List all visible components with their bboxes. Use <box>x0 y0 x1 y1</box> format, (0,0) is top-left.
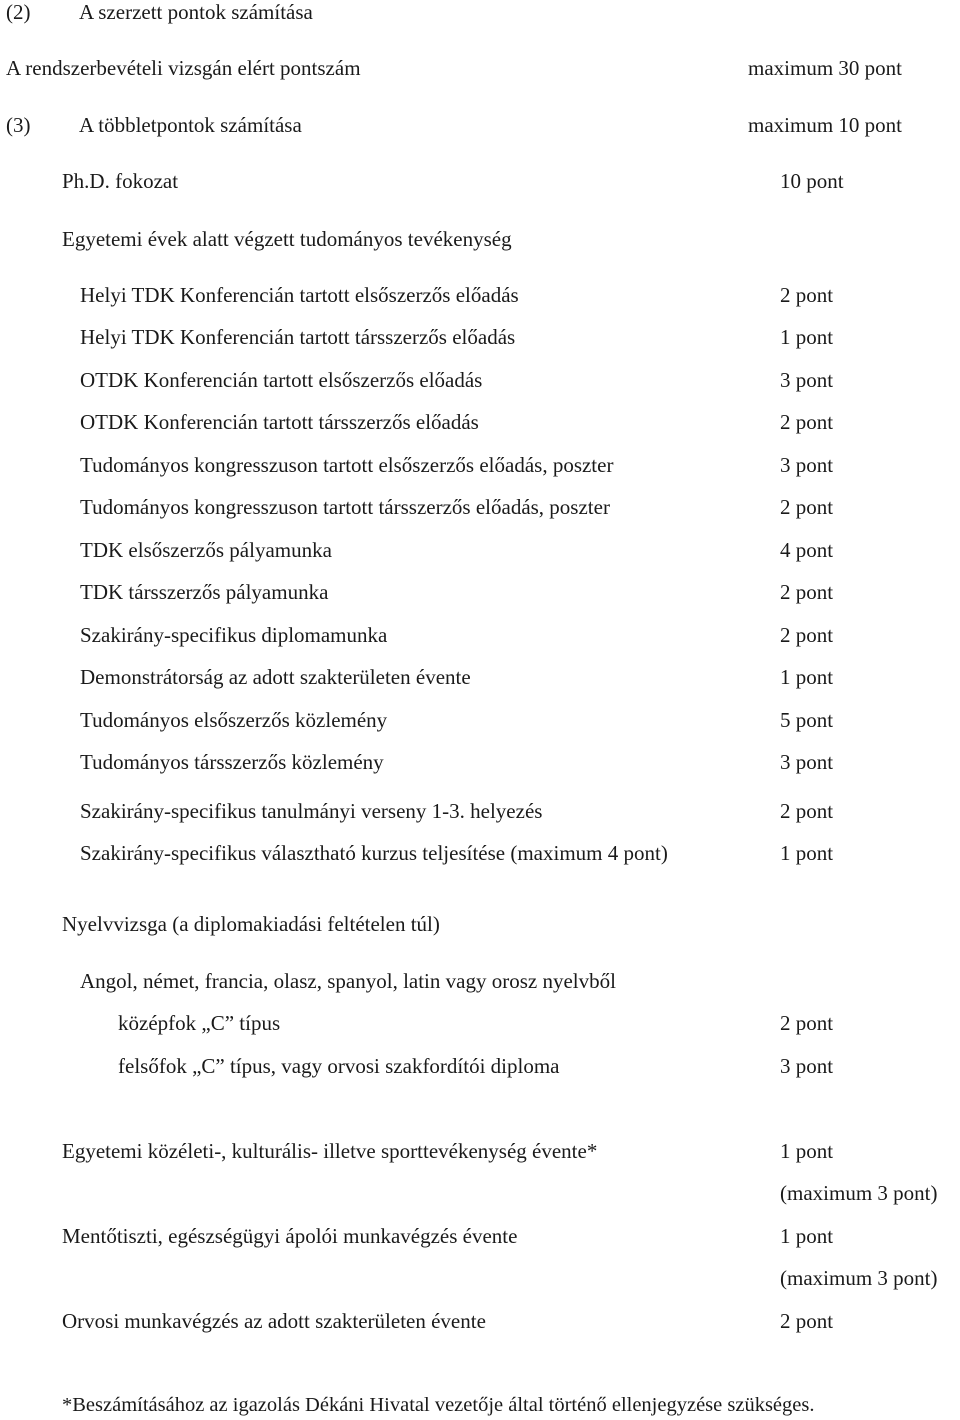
research-item-value: 2 pont <box>780 623 834 647</box>
research-item-label: Szakirány-specifikus tanulmányi verseny 1-3. helyezés <box>80 799 543 823</box>
other-item-value: 1 pont <box>780 1139 834 1163</box>
research-item-label: TDK elsőszerzős pályamunka <box>80 538 332 562</box>
research-item-value: 2 pont <box>780 410 834 434</box>
research-item-value: 3 pont <box>780 453 834 477</box>
research-item-label: Tudományos társszerzős közlemény <box>80 750 384 774</box>
language-item-value: 3 pont <box>780 1054 834 1078</box>
research-item-label: Tudományos kongresszuson tartott társszerzős előadás, poszter <box>80 495 610 519</box>
research-item-label: Helyi TDK Konferencián tartott társszerzős előadás <box>80 325 516 349</box>
section-2-number: (2) <box>6 0 31 24</box>
entrance-exam-label: A rendszerbevételi vizsgán elért pontszám <box>6 56 361 80</box>
section-3-title: A többletpontok számítása <box>79 113 302 137</box>
research-item-value: 2 pont <box>780 495 834 519</box>
research-item-label: Demonstrátorság az adott szakterületen évente <box>80 665 471 689</box>
language-heading: Nyelvvizsga (a diplomakiadási feltételen túl) <box>62 912 440 936</box>
research-item-label: Tudományos elsőszerzős közlemény <box>80 708 388 732</box>
other-item-label: Egyetemi közéleti-, kulturális- illetve sporttevékenység évente* <box>62 1139 598 1163</box>
research-item-label: Szakirány-specifikus diplomamunka <box>80 623 388 647</box>
research-item-label: Szakirány-specifikus választható kurzus teljesítése (maximum 4 pont) <box>80 841 668 865</box>
phd-value: 10 pont <box>780 169 844 193</box>
research-item-label: OTDK Konferencián tartott társszerzős előadás <box>80 410 479 434</box>
section-3-number: (3) <box>6 113 31 137</box>
other-item-label: Orvosi munkavégzés az adott szakterületen évente <box>62 1309 486 1333</box>
language-item-label: középfok „C” típus <box>118 1011 281 1035</box>
research-item-label: Helyi TDK Konferencián tartott elsőszerzős előadás <box>80 283 519 307</box>
other-item-label: Mentőtiszti, egészségügyi ápolói munkavégzés évente <box>62 1224 518 1248</box>
phd-label: Ph.D. fokozat <box>62 169 179 193</box>
research-item-value: 1 pont <box>780 841 834 865</box>
research-item-value: 1 pont <box>780 665 834 689</box>
research-item-value: 4 pont <box>780 538 834 562</box>
research-item-value: 5 pont <box>780 708 834 732</box>
research-item-value: 2 pont <box>780 283 834 307</box>
entrance-exam-value: maximum 30 pont <box>748 56 902 80</box>
footnote: *Beszámításához az igazolás Dékáni Hivatal vezetője által történő ellenjegyzése szükséges. <box>62 1394 815 1416</box>
language-subheading: Angol, német, francia, olasz, spanyol, latin vagy orosz nyelvből <box>80 969 616 993</box>
other-item-note: (maximum 3 pont) <box>780 1266 938 1290</box>
research-item-value: 2 pont <box>780 580 834 604</box>
research-item-label: TDK társszerzős pályamunka <box>80 580 329 604</box>
research-item-value: 3 pont <box>780 368 834 392</box>
research-item-value: 3 pont <box>780 750 834 774</box>
section-3-value: maximum 10 pont <box>748 113 902 137</box>
other-item-value: 1 pont <box>780 1224 834 1248</box>
other-item-value: 2 pont <box>780 1309 834 1333</box>
language-item-label: felsőfok „C” típus, vagy orvosi szakfordítói diploma <box>118 1054 560 1078</box>
research-item-value: 1 pont <box>780 325 834 349</box>
other-item-note: (maximum 3 pont) <box>780 1181 938 1205</box>
language-item-value: 2 pont <box>780 1011 834 1035</box>
research-item-value: 2 pont <box>780 799 834 823</box>
research-item-label: Tudományos kongresszuson tartott elsőszerzős előadás, poszter <box>80 453 614 477</box>
research-heading: Egyetemi évek alatt végzett tudományos tevékenység <box>62 227 512 251</box>
research-item-label: OTDK Konferencián tartott elsőszerzős előadás <box>80 368 483 392</box>
section-2-title: A szerzett pontok számítása <box>79 0 313 24</box>
